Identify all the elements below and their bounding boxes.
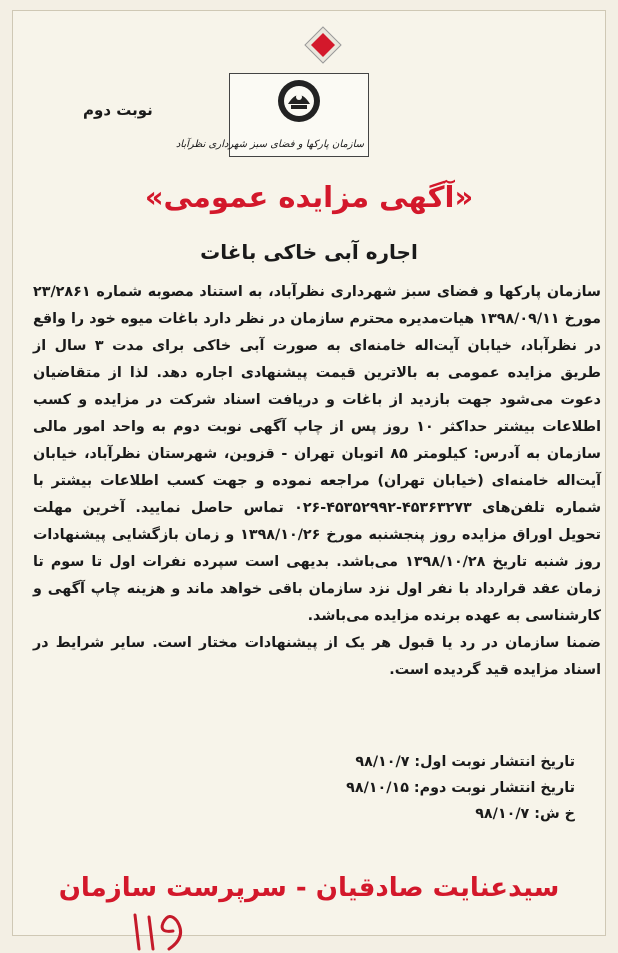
red-diamond-icon [303, 25, 343, 65]
handwritten-number [129, 907, 189, 953]
first-publication-date: تاریخ انتشار نوبت اول: ۹۸/۱۰/۷ [355, 754, 575, 770]
second-publication-date: تاریخ انتشار نوبت دوم: ۹۸/۱۰/۱۵ [346, 780, 575, 796]
advertisement-page [12, 10, 606, 936]
signature: سیدعنایت صادقیان - سرپرست سازمان [58, 873, 560, 903]
page-title: «آگهی مزایده عمومی» [144, 180, 474, 214]
emblem-icon [276, 78, 322, 124]
body-paragraph: ضمنا سازمان در رد یا قبول هر یک از پیشنهادات مختار است. سایر شرایط در اسناد مزایده قید گردیده است. [33, 635, 601, 678]
publication-dates [346, 749, 575, 827]
organization-logo [175, 73, 369, 157]
body-paragraph: سازمان پارکها و فضای سبز شهرداری نظرآباد، به استناد مصوبه شماره ۲۳/۲۸۶۱ مورخ ۱۳۹۸/۰۹/۱۱ هیات‌مدیره محترم سازمان در نظر دارد باغات میوه خود را واقع در نظرآباد، خیابان آیت‌اله خامنه‌ای به صورت آبی خاکی برای مدت ۳ سال از طریق مزایده عمومی به بالاترین قیمت پیشنهادی اجاره دهد. لذا از متقاضیان دعوت می‌شود جهت بازدید از باغات و دریافت اسناد شرکت در مزایده و کسب اطلاعات بیشتر حداکثر ۱۰ روز پس از چاپ آگهی نوبت دوم به واحد امور مالی سازمان به آدرس: کیلومتر ۸۵ اتوبان تهران - قزوین، شهرستان نظرآباد، خیابان آیت‌اله خامنه‌ای (خیابان تهران) مراجعه نموده و جهت کسب اطلاعات بیشتر با شماره تلفن‌های ۴۵۳۶۳۲۷۳-۴۵۳۵۲۹۹۲-۰۲۶ تماس حاصل نمایید. آخرین مهلت تحویل اوراق مزایده روز پنجشنبه مورخ ۱۳۹۸/۱۰/۲۶ و زمان بازگشایی پیشنهادات روز شنبه تاریخ ۱۳۹۸/۱۰/۲۸ می‌باشد. بدیهی است سپرده نفرات اول تا سوم تا زمان عقد قرارداد با نفر اول نزد سازمان باقی خواهد ماند و هزینه چاپ آگهی و کارشناسی به عهده برنده مزایده می‌باشد. [33, 284, 602, 624]
logo-text: سازمان پارکها و فضای سبز شهرداری نظرآباد [175, 139, 364, 150]
round-label: نوبت دوم [83, 101, 153, 119]
reference-code: خ ش: ۹۸/۱۰/۷ [475, 806, 575, 822]
body-text [33, 279, 601, 684]
subtitle: اجاره آبی خاکی باغات [200, 240, 418, 264]
